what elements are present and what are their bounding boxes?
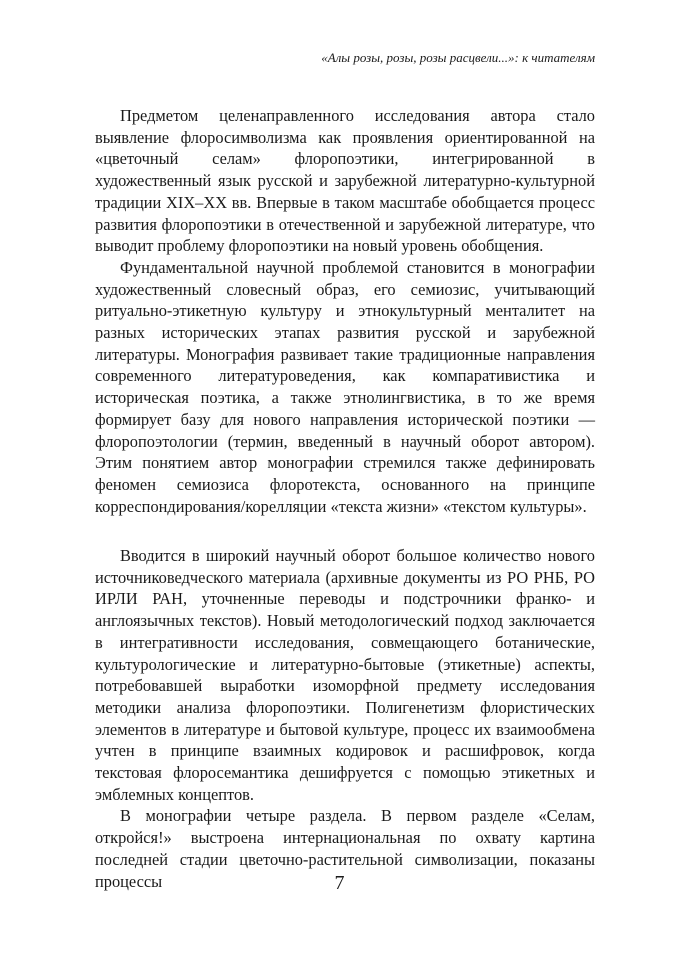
running-head: «Алы розы, розы, розы расцвели...»: к читателям — [321, 50, 595, 65]
page-number: 7 — [334, 872, 345, 894]
paragraph: Фундаментальной научной проблемой становится в монографии художественный словесный образ, его семиозис, учитывающий ритуально-этикетную культуру и этнокультурный менталитет на разных исторических этапах развития русской и зарубежной литературы. Монография развивает такие традиционные направления современного литературоведения, как компаративистика и историческая поэтика, а также этнолингвистика, в то же время формирует базу для нового направления исторической поэтики — флоропоэтологии (термин, введенный в научный оборот автором). Этим понятием автор монографии стремился также дефинировать феномен семиозиса флоротекста, основанного на принципе корреспондирования/корелляции «текста жизни» «текстом культуры». — [95, 257, 595, 516]
paragraph: В монографии четыре раздела. В первом разделе «Селам, откройся!» выстроена интернациональная по охвату картина последней стадии цветочно-растительной символизации, показаны процессы — [95, 806, 595, 891]
paragraph: Предметом целенаправленного исследования автора стало выявление флоросимволизма как проявления ориентированной на «цветочный селам» флоропоэтики, интегрированной в художественный язык русской и зарубежной литературно-культурной традиции XIX–XX вв. Впервые в таком масштабе обобщается процесс развития флоропоэтики в отечественной и зарубежной литературе, что выводит проблему флоропоэтики на новый уровень обобщения. — [95, 106, 595, 256]
text-block-1 — [95, 105, 595, 517]
text-block-2 — [95, 545, 595, 892]
paragraph: Вводится в широкий научный оборот большое количество нового источниковедческого материала (архивные документы из РО РНБ, РО ИРЛИ РАН, уточненные переводы и подстрочники франко- и англоязычных текстов). Новый методологический подход заключается в интегративности исследования, совмещающего ботанические, культурологические и литературно-бытовые (этикетные) аспекты, потребовавшей выработки изоморфной предмету исследования методики анализа флоропоэтики. Полигенетизм флористических элементов в литературе и бытовой культуре, процесс их взаимообмена учтен в принципе взаимных кодировок и расшифровок, когда текстовая флоросемантика дешифруется с помощью этикетных и эмблемных концептов. — [95, 546, 595, 804]
